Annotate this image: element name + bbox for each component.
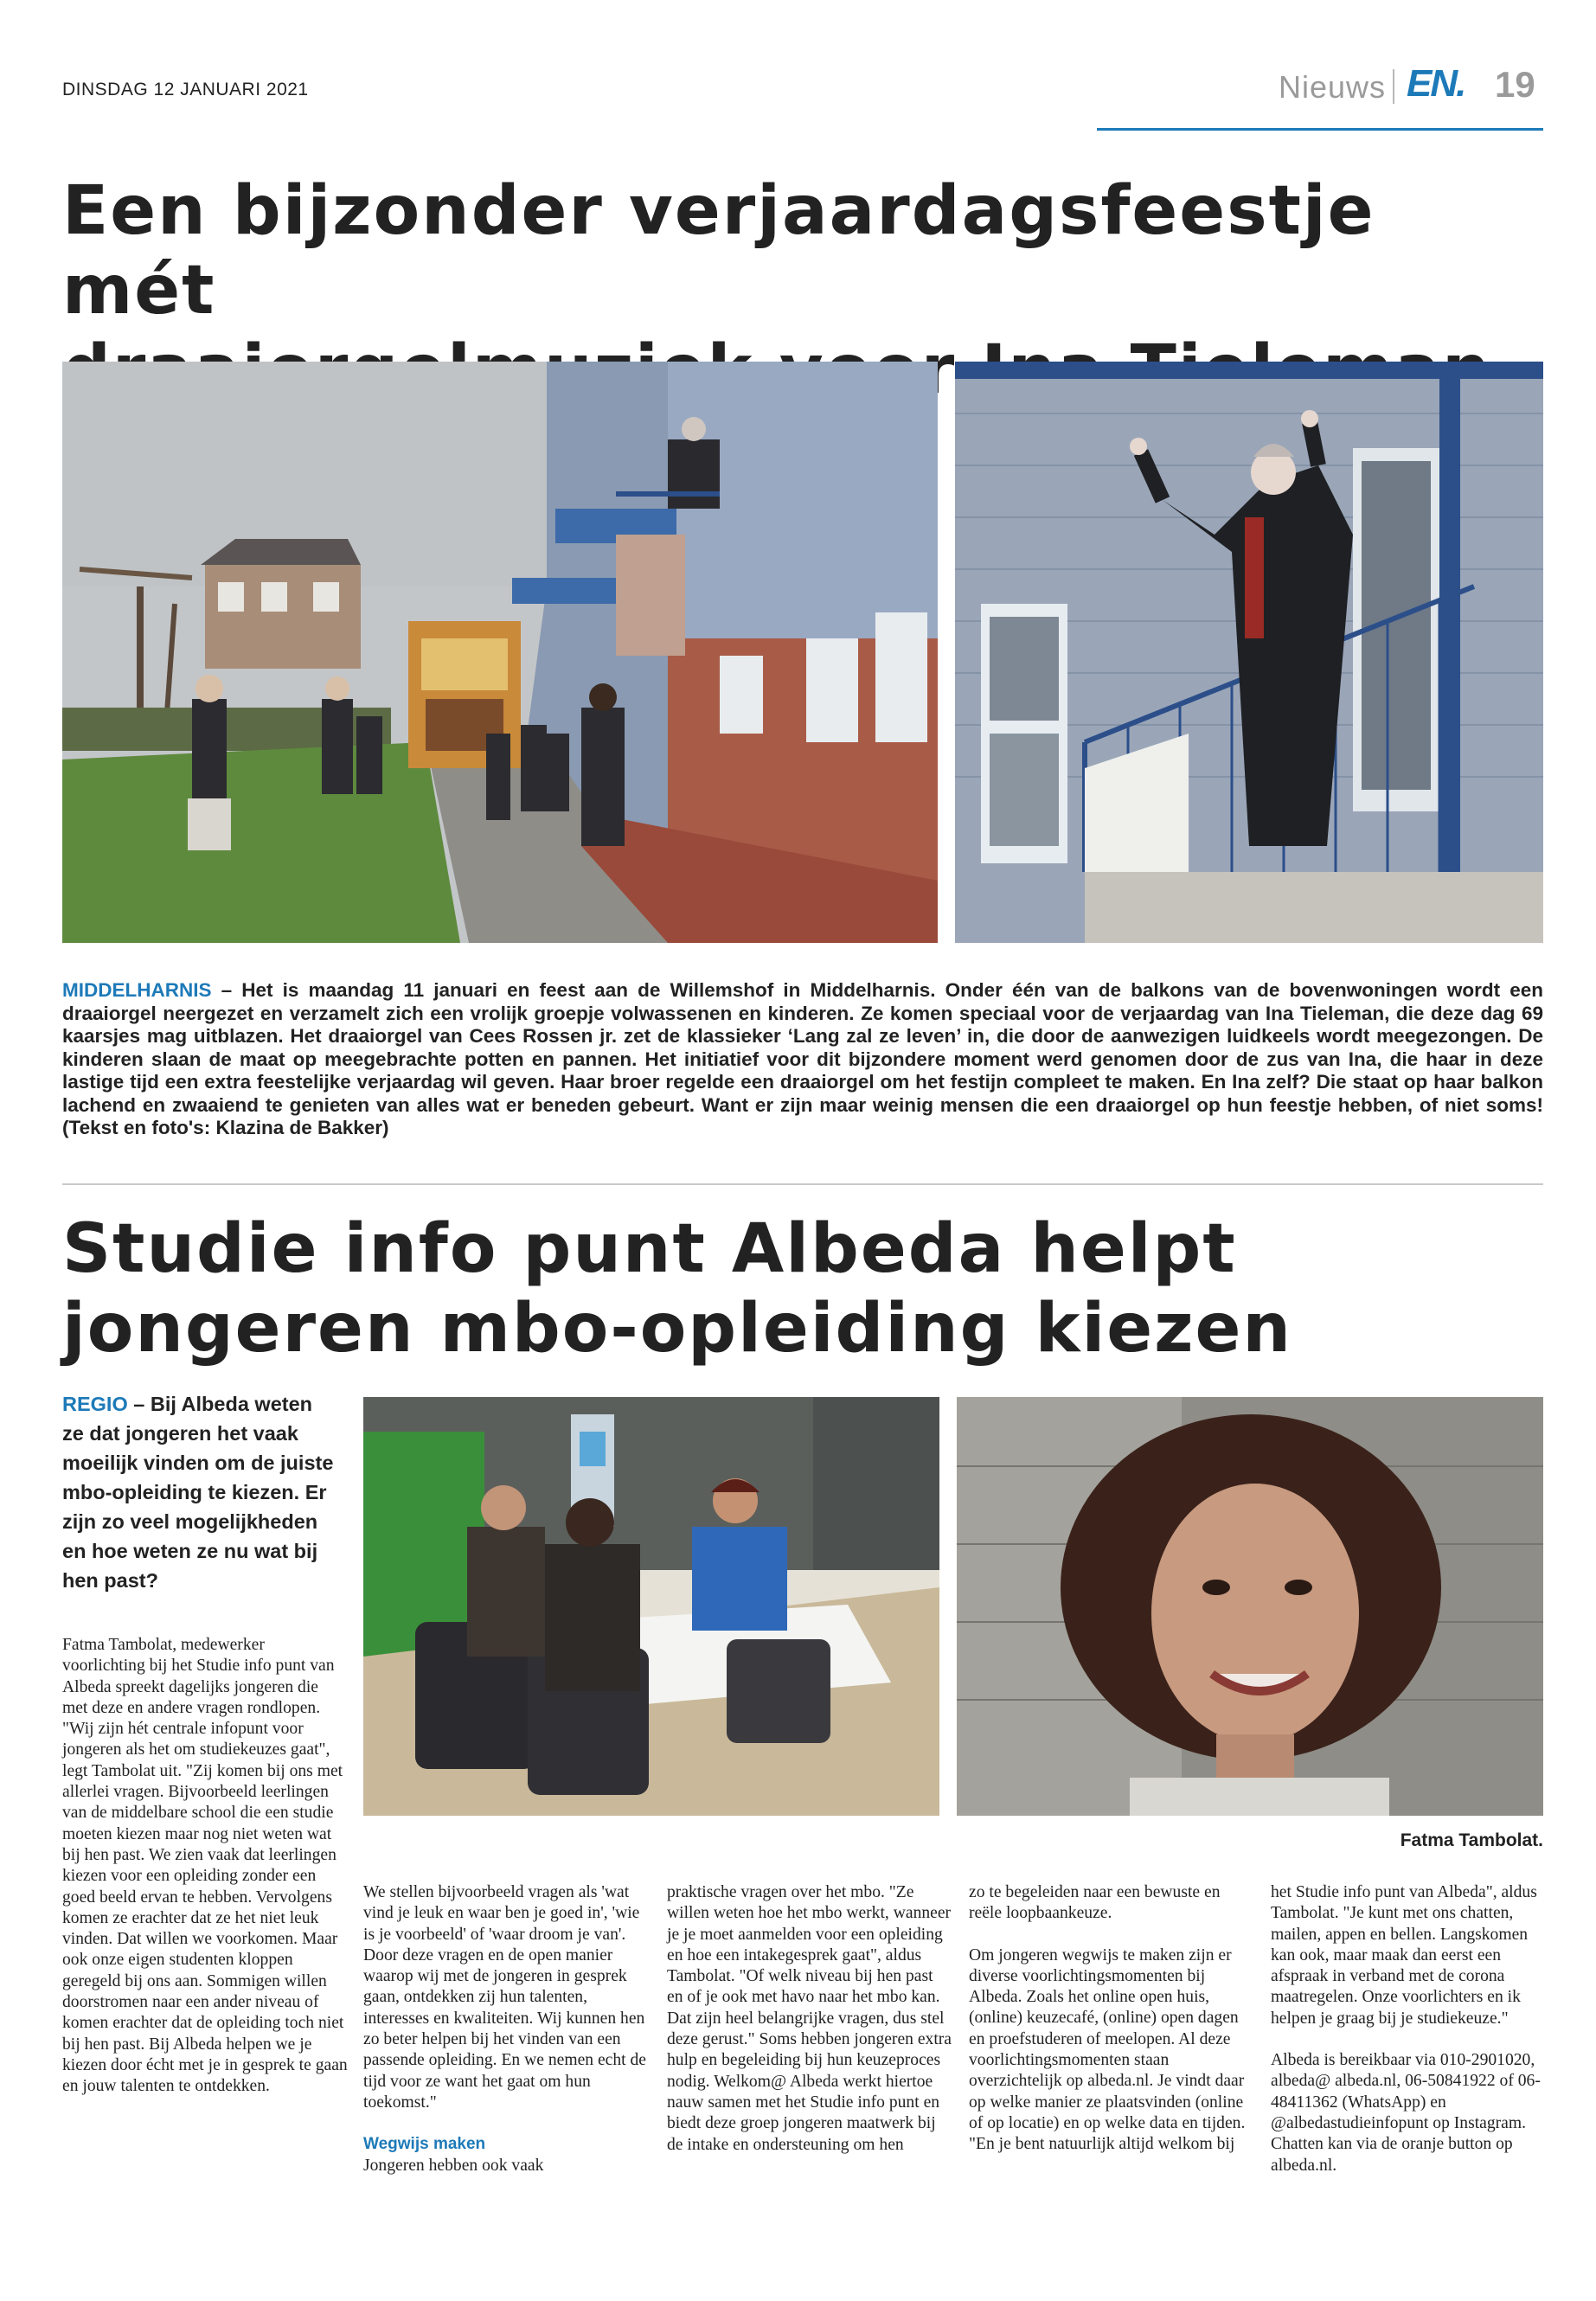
article2-intro-text: – Bij Albeda weten ze dat jongeren het vaak moeilijk vinden om de juiste mbo-opleiding te kiezen. Er zijn zo veel mogelijkheden en hoe weten ze nu wat bij hen past?	[62, 1393, 334, 1592]
article2-column-2	[363, 1882, 649, 2176]
header-rule	[1097, 128, 1543, 131]
photo-info-point-meeting	[363, 1397, 939, 1816]
section-label: Nieuws	[1279, 69, 1387, 105]
article2-col4-paragraph: zo te begeleiden naar een bewuste en reële loopbaankeuze.	[969, 1883, 1221, 1923]
article1-lead-text: – Het is maandag 11 januari en feest aan de Willemshof in Middelharnis. Onder één van de balkons van de bovenwoningen wordt een draaiorgel neergezet en verzamelt zich een vrolijk groepje volwassenen en kinderen. Ze komen speciaal voor de verjaardag van Ina Tieleman, die deze dag 69 kaarsjes mag uitblazen. Het draaiorgel van Cees Rossen jr. zet de klassieker ‘Lang zal ze leven’ in, die door de aanwezigen luidkeels wordt meegezongen. De kinderen slaan de maat op meegebrachte potten en pannen. Het initiatief voor dit bijzondere moment werd genomen door de zus van Ina, die haar in deze lastige tijd een extra feestelijke verjaardag wil geven. Haar broer regelde een draaiorgel om het festijn compleet te maken. En Ina zelf? Die staat op haar balkon lachend en zwaaiend te genieten van alles wat er beneden gebeurt. Want er zijn maar weinig mensen die een draaiorgel op hun feestje hebben, of niet soms! (Tekst en foto's: Klazina de Bakker)	[62, 979, 1543, 1138]
logo-text: EN	[1407, 62, 1457, 105]
paragraph-gap	[363, 2113, 649, 2134]
article2-col2-paragraph-2: Jongeren hebben ook vaak	[363, 2156, 544, 2175]
page-number: 19	[1495, 64, 1535, 105]
article2-column-3	[667, 1882, 952, 2156]
article-divider	[62, 1183, 1543, 1185]
article2-dateline: REGIO	[62, 1393, 128, 1415]
logo-dot: .	[1456, 62, 1465, 105]
article2-col5-paragraph-2: Albeda is bereikbaar via 010-2901020, albeda@ albeda.nl, 06-50841922 of 06-48411362 (WhatsApp) en @albedastudieinfopunt op Instagram. Chatten kan via de oranje button op albeda.nl.	[1271, 2051, 1541, 2175]
article2-col1-paragraph: Fatma Tambolat, medewerker voorlichting bij het Studie info punt van Albeda spreekt dagelijks jongeren die met deze en andere vragen rondlopen. "Wij zijn hét centrale infopunt voor jongeren als het om studiekeuzes gaat", legt Tambolat uit. "Zij komen bij ons met allerlei vragen. Bijvoorbeeld leerlingen van de middelbare school die een studie moeten kiezen maar nog niet weten wat bij hen past. We zien vaak dat leerlingen kiezen voor een opleiding zonder een goed beeld ervan te hebben. Vervolgens komen ze erachter dat ze het niet leuk vinden. Dat willen we voorkomen. Maar ook onze eigen studenten kloppen geregeld bij ons aan. Sommigen willen doorstromen naar een ander niveau of komen erachter dat de opleiding toch niet bij hen past. Bij Albeda helpen we je kiezen door écht met je in gesprek te gaan en jouw talenten te ontdekken.	[62, 1636, 348, 2096]
article2-col5-paragraph: het Studie info punt van Albeda", aldus Tambolat. "Je kunt met ons chatten, mailen, appen en bellen. Langskomen kan ook, maar maak dan eerst een afspraak in verband met de corona maatregelen. Onze voorlichters en ik helpen je graag bij je studiekeuze."	[1271, 1883, 1537, 2028]
photo-street-organ-party	[62, 362, 938, 943]
article2-col3-paragraph: praktische vragen over het mbo. "Ze willen weten hoe het mbo werkt, wanneer je je moet aanmelden voor een opleiding en hoe een intakegesprek gaat", aldus Tambolat. "Of welk niveau bij hen past en of je ook met havo naar het mbo kan. Dat zijn heel belangrijke vragen, dus stel deze gerust." Soms hebben jongeren extra hulp en begeleiding bij hun keuzeproces nodig. Welkom@ Albeda werkt hiertoe nauw samen met het Studie info punt en biedt deze groep jongeren maatwerk bij de intake en ondersteuning om hen	[667, 1883, 952, 2154]
article1-lead-paragraph	[62, 979, 1543, 1140]
article2-col2-paragraph: We stellen bijvoorbeeld vragen als 'wat vind je leuk en waar ben je goed in', 'wie is je voorbeeld' of 'waar droom je van'. Door deze vragen en de open manier waarop wij met de jongeren in gesprek gaan, ontdekken zij hun talenten, interesses en kwaliteiten. Wij kunnen hen zo beter helpen bij het vinden van een passende opleiding. En we nemen echt de tijd voor ze want het gaat om hun toekomst."	[363, 1883, 646, 2112]
article2-headline-line1: Studie info punt Albeda helpt	[62, 1210, 1237, 1288]
newspaper-logo	[1407, 62, 1465, 106]
photo-fatma-tambolat	[957, 1397, 1543, 1816]
article1-dateline: MIDDELHARNIS	[62, 979, 212, 1001]
article2-headline	[62, 1209, 1550, 1368]
photo-caption: Fatma Tambolat.	[1400, 1830, 1543, 1850]
paragraph-gap	[1271, 2029, 1556, 2050]
article1-headline-line1: Een bijzonder verjaardagsfeestje mét	[62, 172, 1375, 330]
issue-date: DINSDAG 12 JANUARI 2021	[62, 80, 309, 99]
header-separator	[1393, 69, 1394, 104]
article2-column-4	[969, 1882, 1254, 2156]
subheading-wegwijs: Wegwijs maken	[363, 2135, 486, 2154]
article2-col4-paragraph-2: Om jongeren wegwijs te maken zijn er diverse voorlichtingsmomenten bij Albeda. Zoals het online open huis, (online) keuzecafé, (online) open dagen en proefstuderen of meelopen. Al deze voorlichtingsmomenten staan overzichtelijk op albeda.nl. Je vindt daar op welke manier ze plaatsvinden (online of op locatie) en op welke data en tijden. "En je bent natuurlijk altijd welkom bij	[969, 1945, 1246, 2154]
photo-ina-on-balcony	[955, 362, 1543, 943]
article2-column-1	[62, 1635, 348, 2098]
article2-headline-line2: jongeren mbo-opleiding kiezen	[62, 1290, 1292, 1368]
article2-column-5	[1271, 1882, 1556, 2176]
paragraph-gap	[969, 1925, 1254, 1945]
article2-intro	[62, 1389, 339, 1595]
